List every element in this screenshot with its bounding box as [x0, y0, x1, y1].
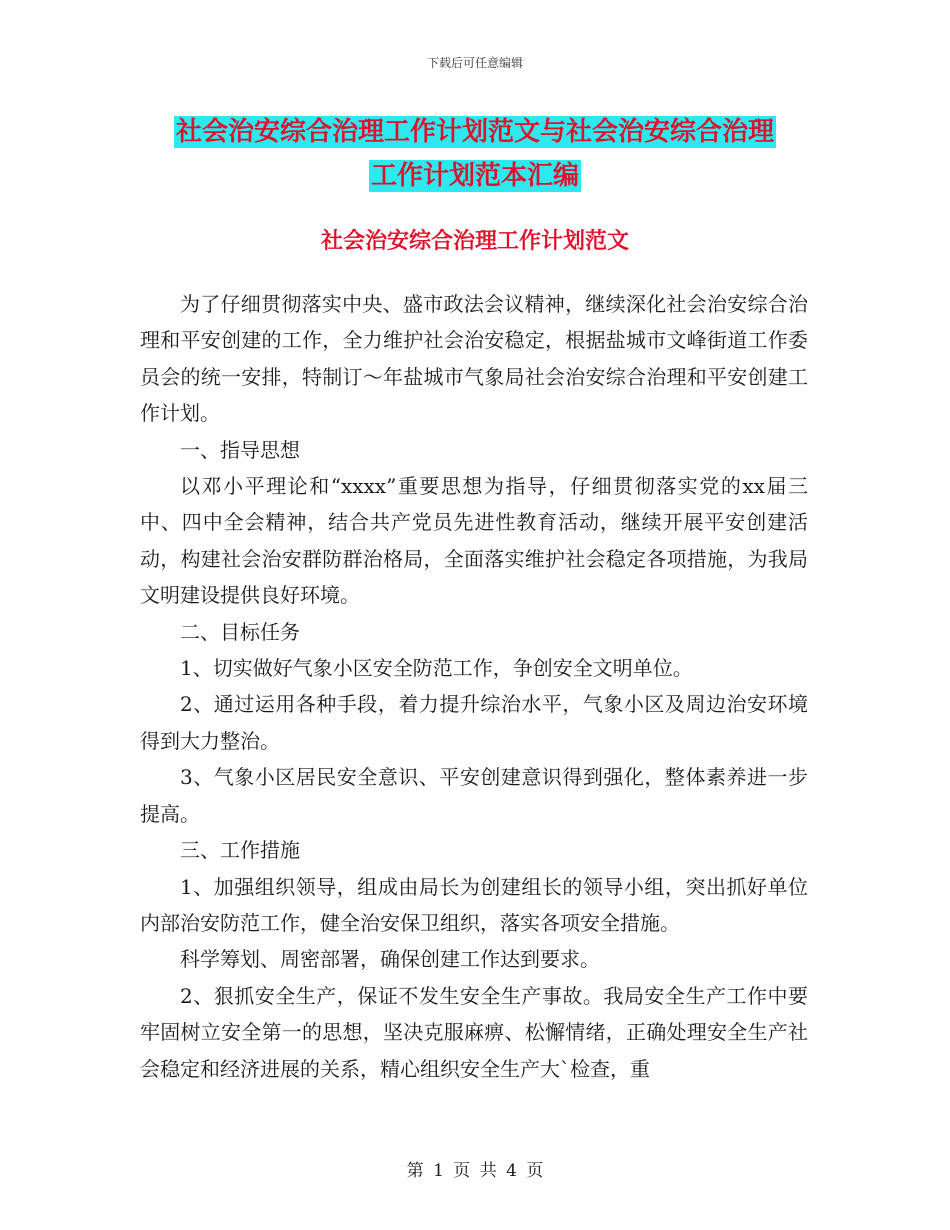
paragraph: 1、加强组织领导，组成由局长为创建组长的领导小组，突出抓好单位内部治安防范工作，健全治安保卫组织，落实各项安全措施。 [140, 874, 808, 935]
paragraph: 科学筹划、周密部署，确保创建工作达到要求。 [180, 947, 600, 972]
document-title-line-1: 社会治安综合治理工作计划范文与社会治安综合治理 [175, 117, 774, 147]
paragraph: 为了仔细贯彻落实中央、盛市政法会议精神，继续深化社会治安综合治理和平安创建的工作，全力维护社会治安稳定，根据盐城市文峰街道工作委员会的统一安排，特制订～年盐城市气象局社会治安综合治理和平安创建工作计划。 [140, 292, 808, 426]
paragraph: 以邓小平理论和“xxxx”重要思想为指导，仔细贯彻落实党的xx届三中、四中全会精神，结合共产党员先进性教育活动，继续开展平安创建活动，构建社会治安群防群治格局，全面落实维护社会稳定各项措施，为我局文明建设提供良好环境。 [140, 474, 808, 608]
header-note: 下载后可任意编辑 [426, 56, 523, 70]
heading-work-measures: 三、工作措施 [180, 838, 300, 863]
paragraph: 2、通过运用各种手段，着力提升综治水平，气象小区及周边治安环境得到大力整治。 [140, 692, 808, 753]
document-body [140, 286, 808, 1087]
paragraph: 1、切实做好气象小区安全防范工作，争创安全文明单位。 [180, 656, 693, 681]
section-title: 社会治安综合治理工作计划范文 [320, 229, 629, 254]
document-title-line-2: 工作计划范本汇编 [370, 161, 579, 191]
heading-goals-tasks: 二、目标任务 [180, 619, 300, 644]
page-number: 第 1 页 共 4 页 [406, 1161, 544, 1181]
heading-guiding-ideology: 一、指导思想 [180, 437, 300, 462]
document-title [140, 110, 810, 198]
paragraph: 3、气象小区居民安全意识、平安创建意识得到强化，整体素养进一步提高。 [140, 765, 808, 826]
paragraph: 2、狠抓安全生产，保证不发生安全生产事故。我局安全生产工作中要牢固树立安全第一的思想，坚决克服麻痹、松懈情绪，正确处理安全生产社会稳定和经济进展的关系，精心组织安全生产大`检查，重 [140, 983, 808, 1081]
